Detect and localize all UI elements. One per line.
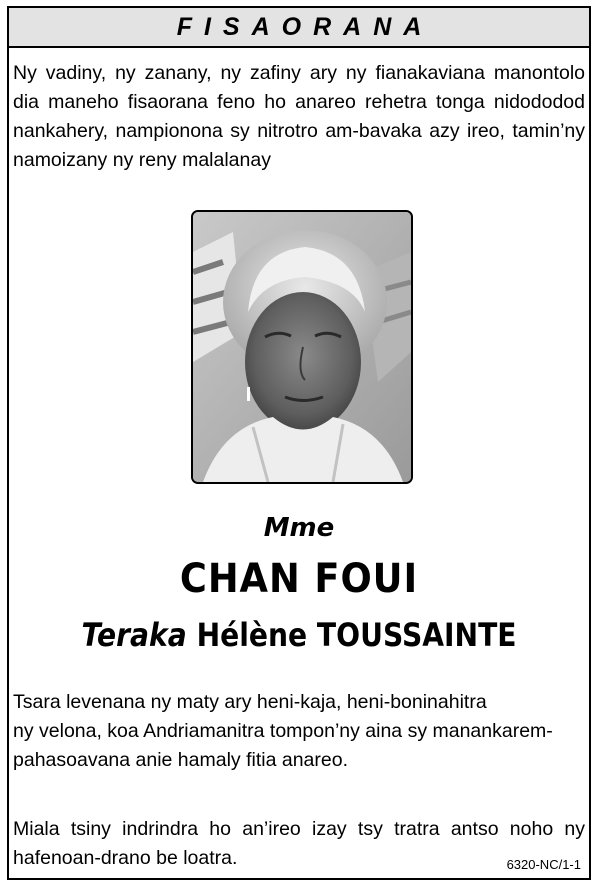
notice-title: FISAORANA <box>176 12 434 41</box>
maiden-prefix: Teraka <box>81 616 187 654</box>
paragraph-line: Miala tsiny indrindra ho an’ireo izay tsy tratra antso noho ny <box>13 818 585 840</box>
paragraph-line: hafenoan-drano be loatra. <box>13 847 238 869</box>
portrait-image <box>193 212 411 482</box>
intro-line: dia maneho fisaorana feno ho anareo rehetra tonga nidododod <box>13 91 585 113</box>
header-banner <box>9 8 589 48</box>
intro-line: nankahery, nampionona sy nitrotro am-bavaka azy ireo, tamin’ny <box>13 120 585 142</box>
paragraph-line: Tsara levenana ny maty ary heni-kaja, heni-boninahitra <box>13 691 487 713</box>
deceased-surname: CHAN FOUI <box>179 556 419 602</box>
paragraph-line: ny velona, koa Andriamanitra tompon’ny aina sy manankarem- <box>13 720 553 742</box>
paragraph-line: pahasoavana anie hamaly fitia anareo. <box>13 749 348 771</box>
intro-line: Ny vadiny, ny zanany, ny zafiny ary ny fianakaviana manontolo <box>13 62 585 84</box>
maiden-name-line <box>44 616 554 654</box>
portrait-photo <box>191 210 413 484</box>
notice-frame <box>7 6 591 880</box>
maiden-name: Hélène TOUSSAINTE <box>196 616 517 654</box>
honorific: Mme <box>263 513 335 543</box>
intro-line: namoizany ny reny malalanay <box>13 149 271 171</box>
reference-code: 6320-NC/1-1 <box>506 857 581 872</box>
closing-paragraph-1 <box>13 688 585 775</box>
closing-paragraph-2 <box>13 815 585 873</box>
intro-paragraph <box>13 59 585 175</box>
